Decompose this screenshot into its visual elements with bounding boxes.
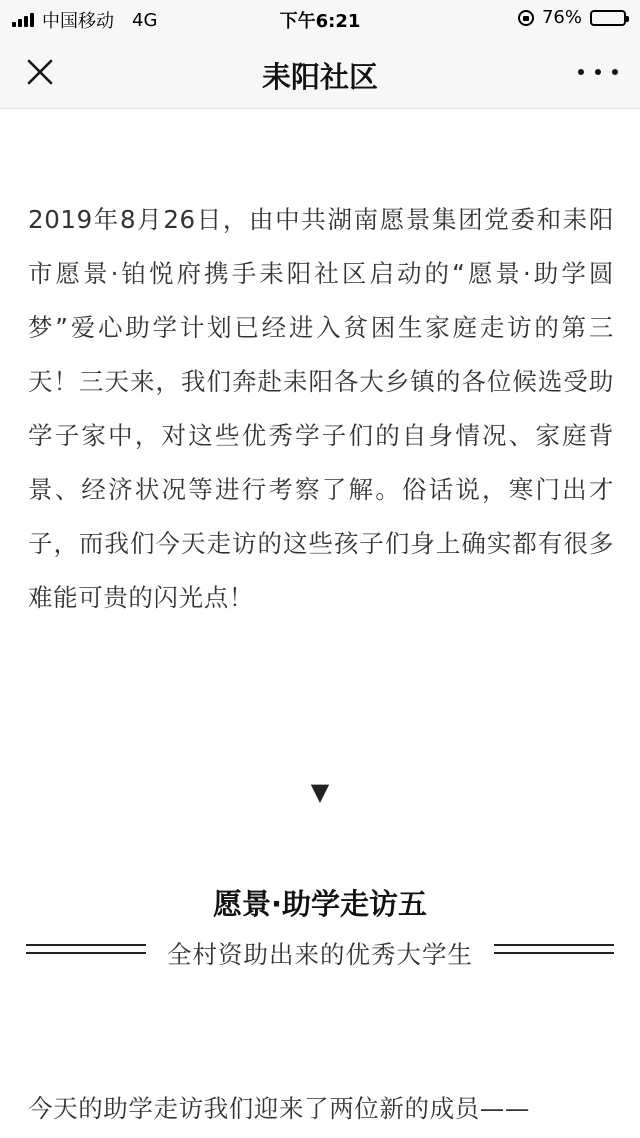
down-arrow-icon: ▼	[310, 778, 330, 806]
status-time: 下午6:21	[279, 11, 361, 32]
nav-bar	[0, 36, 640, 109]
article-paragraph-1: 2019年8月26日，由中共湖南愿景集团党委和耒阳市愿景·铂悦府携手耒阳社区启动的“愿景·助学圆梦”爱心助学计划已经进入贫困生家庭走访的第三天！三天来，我们奔赴耒阳各大乡镇的各位候选受助学子家中，对这些优秀学子们的自身情况、家庭背景、经济状况等进行考察了解。俗话说，寒门出才子，而我们今天走访的这些孩子们身上确实都有很多难能可贵的闪光点！	[28, 205, 614, 612]
status-right	[518, 7, 626, 28]
double-rule-right	[494, 944, 614, 954]
network-type: 4G	[132, 9, 158, 31]
status-bar	[0, 0, 640, 36]
double-rule-left	[26, 944, 146, 954]
carrier-name: 中国移动	[42, 11, 114, 32]
article-paragraph-2: 今天的助学走访我们迎来了两位新的成员——	[28, 1094, 530, 1123]
section-subtitle: 全村资助出来的优秀大学生	[167, 940, 473, 969]
more-icon	[612, 69, 618, 75]
page-title: 耒阳社区	[261, 60, 378, 94]
more-button[interactable]	[578, 62, 618, 82]
more-icon	[595, 69, 601, 75]
rotation-lock-icon	[518, 10, 534, 26]
battery-icon	[590, 10, 626, 26]
more-icon	[578, 69, 584, 75]
battery-percent: 76%	[541, 7, 582, 28]
section-title: 愿景·助学走访五	[212, 887, 428, 921]
